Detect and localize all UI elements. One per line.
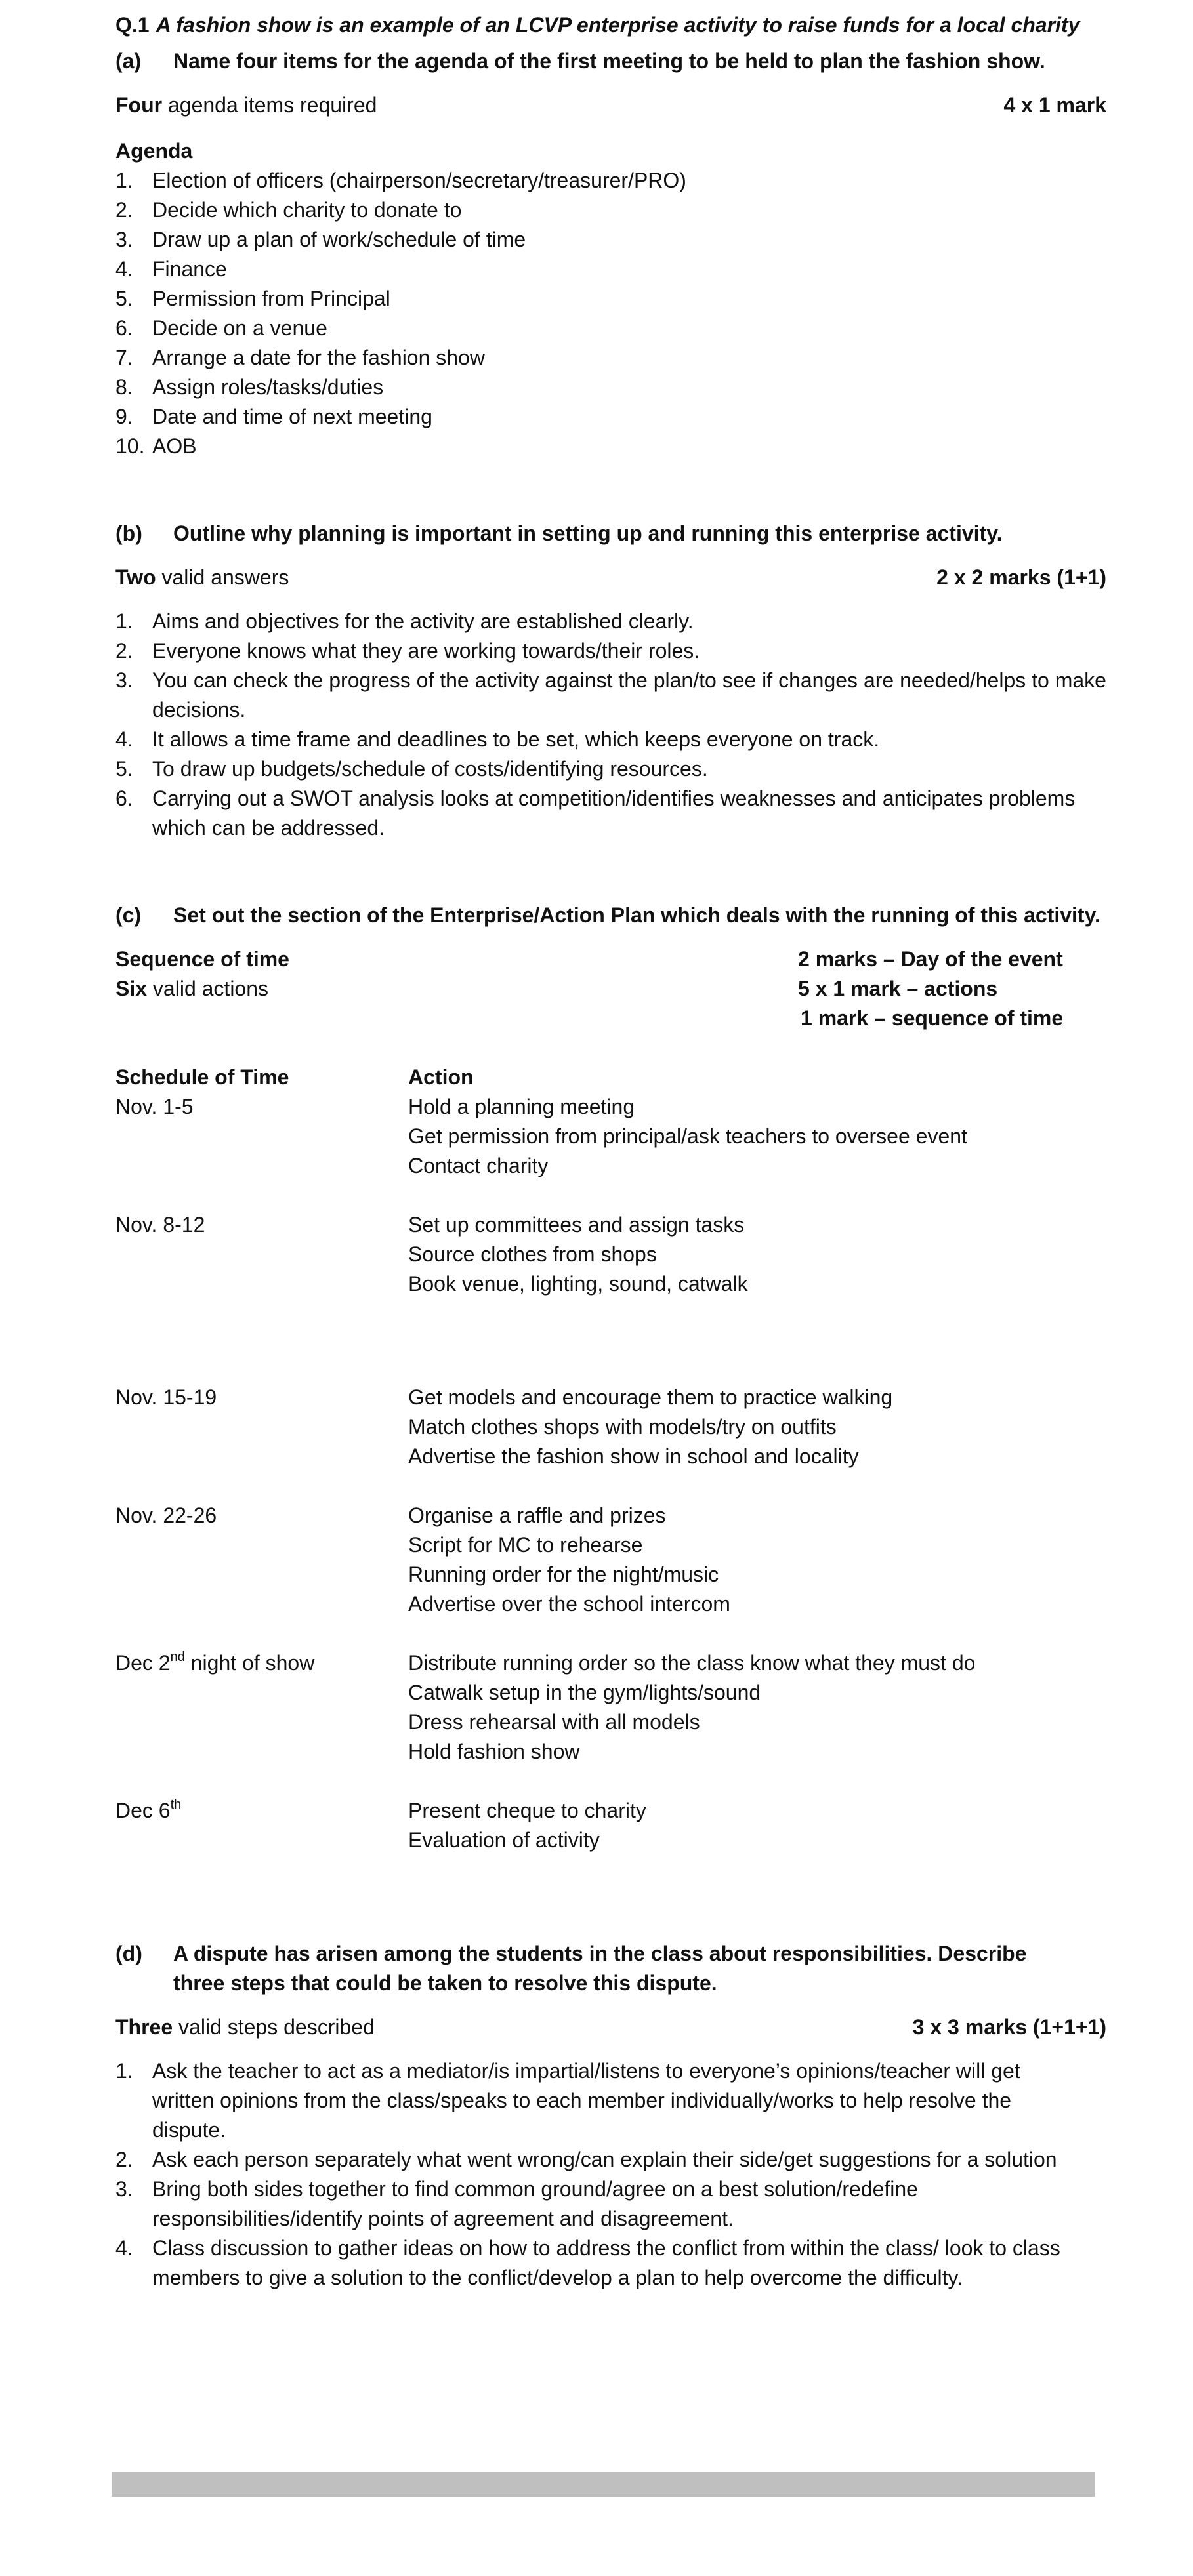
list-item: 1. Election of officers (chairperson/secretary/treasurer/PRO)	[115, 169, 686, 192]
part-a-label: (a)	[115, 49, 142, 73]
part-c-req-bold: Six	[115, 977, 148, 1000]
schedule-row: Nov. 8-12 Set up committees and assign tasks Source clothes from shops Book venue, lighting, sound, catwalk	[115, 1213, 748, 1296]
part-a-req-bold: Four	[115, 93, 163, 117]
list-item: 10. AOB	[115, 434, 197, 458]
list-item: 1. Aims and objectives for the activity are established clearly.	[115, 609, 694, 633]
part-c-req-line1: Sequence of time	[115, 947, 289, 971]
part-a-question-text: Name four items for the agenda of the first meeting to be held to plan the fashion show.	[173, 49, 1045, 73]
part-a-req-rest: agenda items required	[162, 93, 377, 117]
schedule-row: Nov. 22-26 Organise a raffle and prizes Script for MC to rehearse Running order for the night/music Advertise over the school intercom	[115, 1503, 730, 1616]
list-item: 5. To draw up budgets/schedule of costs/identifying resources.	[115, 757, 708, 781]
list-item: 6. Carrying out a SWOT analysis looks at competition/identifies weaknesses and anticipates problems which can be addressed.	[115, 787, 1076, 840]
part-b-label: (b)	[115, 521, 142, 545]
marking-scheme-page	[115, 10, 1113, 2293]
part-d-requirement	[115, 2013, 1113, 2042]
part-d-req-bold: Three	[115, 2015, 173, 2039]
part-c-question	[115, 901, 1113, 930]
part-d-req-rest: valid steps described	[173, 2015, 375, 2039]
agenda-heading: Agenda	[115, 139, 193, 163]
list-item: 7. Arrange a date for the fashion show	[115, 346, 485, 369]
list-item: 6. Decide on a venue	[115, 316, 327, 340]
part-b-req-bold: Two	[115, 565, 156, 589]
planning-reasons-list	[115, 607, 1113, 843]
list-item: 8. Assign roles/tasks/duties	[115, 375, 384, 399]
part-b-req-rest: valid answers	[156, 565, 289, 589]
part-c-req-rest: valid actions	[147, 977, 269, 1000]
list-item: 4. Class discussion to gather ideas on how to address the conflict from within the class/ look to class members to give a solution to the conflict/develop a plan to help overcome the difficulty.	[115, 2236, 1060, 2289]
part-b-question	[115, 519, 1113, 548]
part-a-marks: 4 x 1 mark	[1003, 93, 1106, 117]
part-a-requirement	[115, 91, 1113, 120]
action-heading: Action	[408, 1065, 474, 1089]
list-item: 4. Finance	[115, 257, 227, 281]
part-c-marks: 2 marks – Day of the event 5 x 1 mark – actions 1 mark – sequence of time	[798, 947, 1064, 1030]
list-item: 4. It allows a time frame and deadlines to be set, which keeps everyone on track.	[115, 727, 880, 751]
list-item: 9. Date and time of next meeting	[115, 405, 432, 428]
part-d-marks: 3 x 3 marks (1+1+1)	[912, 2015, 1106, 2039]
list-item: 5. Permission from Principal	[115, 287, 390, 310]
footer-divider-bar	[112, 2472, 1095, 2497]
schedule-row: Nov. 15-19 Get models and encourage them to practice walking Match clothes shops with models/try on outfits Advertise the fashion show in school and locality	[115, 1385, 893, 1468]
action-plan-schedule	[115, 1063, 1113, 1855]
list-item: 3. You can check the progress of the activity against the plan/to see if changes are needed/helps to make decisions.	[115, 668, 1106, 722]
schedule-row: Dec 2nd night of show Distribute running order so the class know what they must do Catwalk setup in the gym/lights/sound Dress rehearsal with all models Hold fashion show	[115, 1650, 976, 1763]
list-item: 2. Decide which charity to donate to	[115, 198, 462, 222]
list-item: 2. Ask each person separately what went wrong/can explain their side/get suggestions for a solution	[115, 2148, 1057, 2171]
question-title	[115, 10, 1113, 40]
list-item: 3. Draw up a plan of work/schedule of time	[115, 228, 526, 251]
schedule-header	[115, 1063, 1113, 1092]
part-b-marks: 2 x 2 marks (1+1)	[936, 565, 1106, 589]
dispute-steps-list	[115, 2056, 1113, 2293]
part-c-question-text: Set out the section of the Enterprise/Action Plan which deals with the running of this activity.	[173, 903, 1100, 927]
schedule-row: Dec 6th Present cheque to charity Evaluation of activity	[115, 1797, 646, 1852]
list-item: 2. Everyone knows what they are working towards/their roles.	[115, 639, 700, 663]
question-number: Q.1	[115, 13, 150, 37]
list-item: 3. Bring both sides together to find common ground/agree on a best solution/redefine responsibilities/identify points of agreement and disagreement.	[115, 2177, 918, 2230]
part-d-label: (d)	[115, 1942, 142, 1965]
schedule-row: Nov. 1-5 Hold a planning meeting Get permission from principal/ask teachers to oversee event Contact charity	[115, 1095, 967, 1177]
part-c-label: (c)	[115, 903, 142, 927]
question-title-text: A fashion show is an example of an LCVP enterprise activity to raise funds for a local charity	[156, 13, 1080, 37]
part-b-question-text: Outline why planning is important in setting up and running this enterprise activity.	[173, 521, 1003, 545]
agenda-list	[115, 166, 1113, 461]
part-b-requirement	[115, 563, 1113, 592]
schedule-heading: Schedule of Time	[115, 1065, 289, 1089]
part-a-question	[115, 47, 1113, 76]
part-d-question-text: A dispute has arisen among the students in the class about responsibilities. Describe three steps that could be taken to resolve this dispute.	[173, 1942, 1027, 1995]
part-c-requirement	[115, 945, 1113, 1033]
part-d-question	[115, 1939, 1113, 1998]
list-item: 1. Ask the teacher to act as a mediator/is impartial/listens to everyone’s opinions/teacher will get written opinions from the class/speaks to each member individually/works to help resolve the dispute.	[115, 2059, 1020, 2142]
